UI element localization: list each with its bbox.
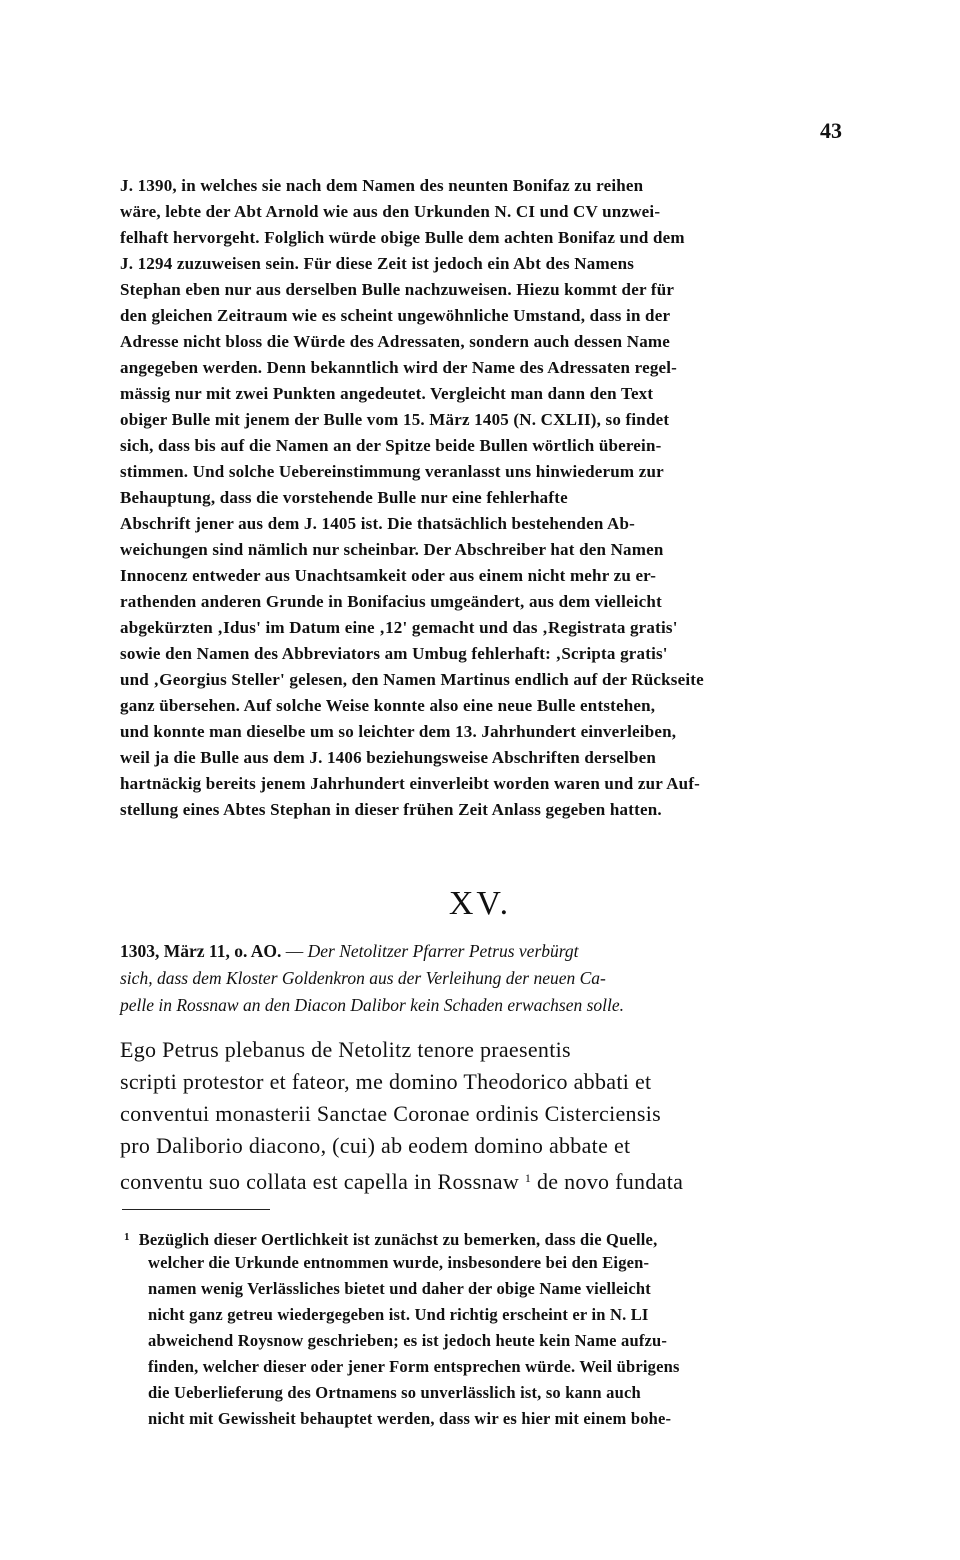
text-line: J. 1294 zuzuweisen sein. Für diese Zeit ist jedoch ein Abt des Namens — [120, 254, 635, 273]
text-line: angegeben werden. Denn bekanntlich wird der Name des Adressaten regel- — [120, 358, 678, 377]
footnote-line: nicht mit Gewissheit behauptet werden, dass wir es hier mit einem bohe- — [148, 1409, 672, 1428]
text-line: mässig nur mit zwei Punkten angedeutet. Vergleicht man dann den Text — [120, 384, 654, 403]
footnote — [124, 1224, 840, 1432]
latin-line-start: conventu suo collata est capella in Rossnaw — [120, 1169, 520, 1194]
document-summary: pelle in Rossnaw an den Diacon Dalibor kein Schaden erwachsen solle. — [120, 995, 625, 1015]
footnote-text: Bezüglich dieser Oertlichkeit ist zunächst zu bemerken, dass die Quelle, — [138, 1230, 658, 1249]
latin-line: conventui monasterii Sanctae Coronae ordinis Cisterciensis — [120, 1101, 661, 1126]
page-number: 43 — [820, 118, 842, 143]
text-line: stimmen. Und solche Uebereinstimmung veranlasst uns hinwiederum zur — [120, 462, 664, 481]
header-dash: — — [285, 941, 304, 961]
text-line: hartnäckig bereits jenem Jahrhundert einverleibt worden waren und zur Auf- — [120, 774, 701, 793]
document-summary: Der Netolitzer Pfarrer Petrus verbürgt — [307, 941, 579, 961]
text-line: rathenden anderen Grunde in Bonifacius umgeändert, aus dem vielleicht — [120, 592, 662, 611]
text-line: Behauptung, dass die vorstehende Bulle nur eine fehlerhafte — [120, 488, 568, 507]
footnote-line: abweichend Roysnow geschrieben; es ist jedoch heute kein Name aufzu- — [148, 1331, 668, 1350]
footnote-marker: 1 — [124, 1231, 130, 1243]
text-line: sich, dass bis auf die Namen an der Spitze beide Bullen wörtlich überein- — [120, 436, 662, 455]
footnote-reference: 1 — [524, 1171, 532, 1185]
footnote-line: welcher die Urkunde entnommen wurde, insbesondere bei den Eigen- — [148, 1253, 650, 1272]
document-date: 1303, März 11, o. AO. — [120, 941, 282, 961]
text-line: abgekürzten ‚Idus' im Datum eine ‚12' gemacht und das ‚Registrata gratis' — [120, 618, 678, 637]
footnote-line: finden, welcher dieser oder jener Form entsprechen würde. Weil übrigens — [148, 1357, 680, 1376]
text-line: felhaft hervorgeht. Folglich würde obige Bulle dem achten Bonifaz und dem — [120, 228, 685, 247]
text-line: Abschrift jener aus dem J. 1405 ist. Die thatsächlich bestehenden Ab- — [120, 514, 635, 533]
text-line: wäre, lebte der Abt Arnold wie aus den Urkunden N. CI und CV unzwei- — [120, 202, 661, 221]
latin-line-end: de novo fundata — [536, 1169, 684, 1194]
text-line: Adresse nicht bloss die Würde des Adressaten, sondern auch dessen Name — [120, 332, 671, 351]
text-line: ganz übersehen. Auf solche Weise konnte also eine neue Bulle entstehen, — [120, 696, 656, 715]
text-line: J. 1390, in welches sie nach dem Namen des neunten Bonifaz zu reihen — [120, 176, 644, 195]
main-paragraph — [120, 173, 840, 823]
latin-charter-text — [120, 1034, 840, 1194]
footnote-divider — [122, 1209, 270, 1210]
header-line — [120, 938, 840, 965]
footnote-line: nicht ganz getreu wiedergegeben ist. Und richtig erscheint er in N. LI — [148, 1305, 649, 1324]
document-summary: sich, dass dem Kloster Goldenkron aus der Verleihung der neuen Ca- — [120, 968, 606, 988]
footnote-line: die Ueberlieferung des Ortnamens so unverlässlich ist, so kann auch — [148, 1383, 641, 1402]
text-line: obiger Bulle mit jenem der Bulle vom 15. März 1405 (N. CXLII), so findet — [120, 410, 670, 429]
latin-line: pro Daliborio diacono, (cui) ab eodem domino abbate et — [120, 1133, 631, 1158]
text-line: weichungen sind nämlich nur scheinbar. Der Abschreiber hat den Namen — [120, 540, 664, 559]
latin-line: Ego Petrus plebanus de Netolitz tenore praesentis — [120, 1037, 571, 1062]
section-number: XV. — [448, 885, 512, 922]
text-line: Stephan eben nur aus derselben Bulle nachzuweisen. Hiezu kommt der für — [120, 280, 675, 299]
latin-line: scripti protestor et fateor, me domino Theodorico abbati et — [120, 1069, 652, 1094]
text-line: weil ja die Bulle aus dem J. 1406 beziehungsweise Abschriften derselben — [120, 748, 657, 767]
text-line: Innocenz entweder aus Unachtsamkeit oder aus einem nicht mehr zu er- — [120, 566, 657, 585]
text-line: sowie den Namen des Abbreviators am Umbug fehlerhaft: ‚Scripta gratis' — [120, 644, 668, 663]
text-line: den gleichen Zeitraum wie es scheint ungewöhnliche Umstand, dass in der — [120, 306, 671, 325]
footnote-line: namen wenig Verlässliches bietet und daher der obige Name vielleicht — [148, 1279, 651, 1298]
footnote-line — [124, 1224, 840, 1250]
text-line: stellung eines Abtes Stephan in dieser frühen Zeit Anlass gegeben hatten. — [120, 800, 662, 819]
text-line: und ‚Georgius Steller' gelesen, den Namen Martinus endlich auf der Rückseite — [120, 670, 704, 689]
text-line: und konnte man dieselbe um so leichter dem 13. Jahrhundert einverleiben, — [120, 722, 677, 741]
latin-line — [120, 1162, 840, 1194]
document-header — [120, 938, 840, 1019]
